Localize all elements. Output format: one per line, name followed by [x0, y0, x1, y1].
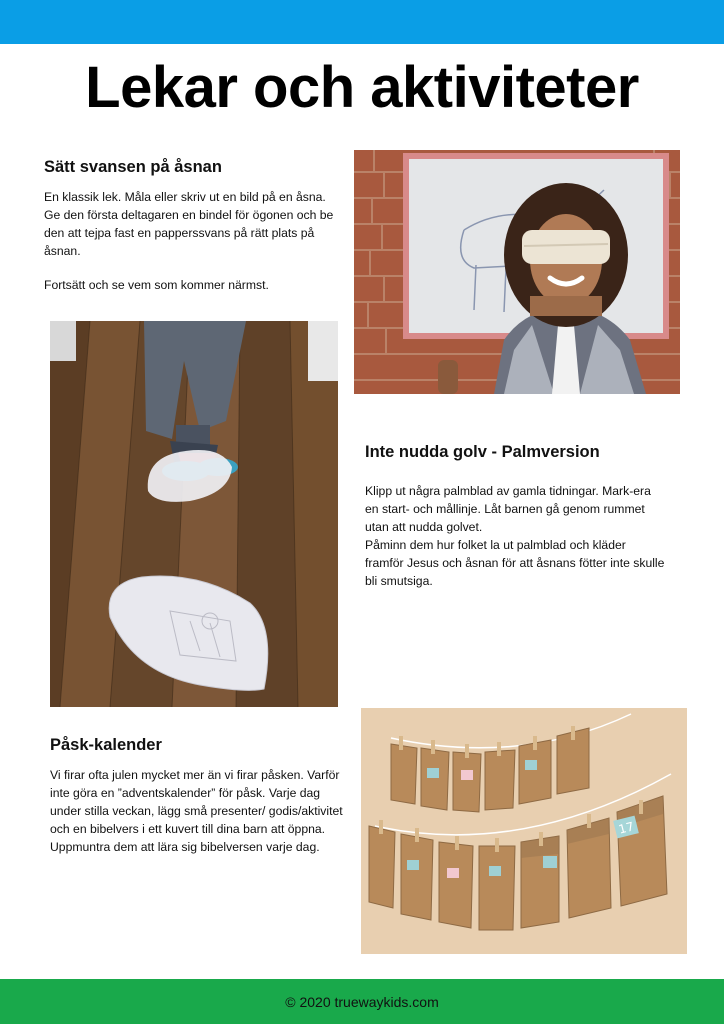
bottom-color-bar [0, 979, 724, 1024]
floor-game-heading: Inte nudda golv - Palmversion [365, 443, 600, 461]
page-title: Lekar och aktiviteter [85, 55, 639, 120]
calendar-text: Vi firar ofta julen mycket mer än vi firar påsken. Varför inte göra en ”adventskalender” för påsk. Varje dag under stilla veckan, lägg små presenter/ godis/aktivitet och en bibelvers i ett kuvert till dina barn att öppna. Uppmuntra dem att lära sig bibelversen varje dag. [50, 768, 343, 854]
donkey-game-text-2: Fortsätt och se vem som kommer närmst. [44, 278, 269, 292]
calendar-heading: Påsk-kalender [50, 736, 162, 754]
top-color-bar [0, 0, 724, 44]
footer-copyright: © 2020 truewaykids.com [285, 993, 439, 1010]
donkey-game-heading: Sätt svansen på åsnan [44, 158, 222, 176]
blindfold-photo [354, 150, 680, 394]
donkey-game-text-1: En klassik lek. Måla eller skriv ut en bild på en åsna. Ge den första deltagaren en bindel för ögonen och be den att tejpa fast en papperssvans på rätt plats på åsnan. [44, 190, 334, 258]
floor-game-text-2: Påminn dem hur folket la ut palmblad och kläder framför Jesus och åsnan för att åsnans fötter inte skulle bli smutsiga. [365, 538, 665, 588]
floor-game-text-1: Klipp ut några palmblad av gamla tidningar. Mark-era en start- och mållinje. Låt barnen gå genom rummet utan att nudda golvet. [365, 484, 651, 534]
palm-floor-photo [50, 321, 338, 707]
calendar-tag-number: 17 [617, 819, 636, 837]
easter-calendar-photo [361, 708, 687, 954]
